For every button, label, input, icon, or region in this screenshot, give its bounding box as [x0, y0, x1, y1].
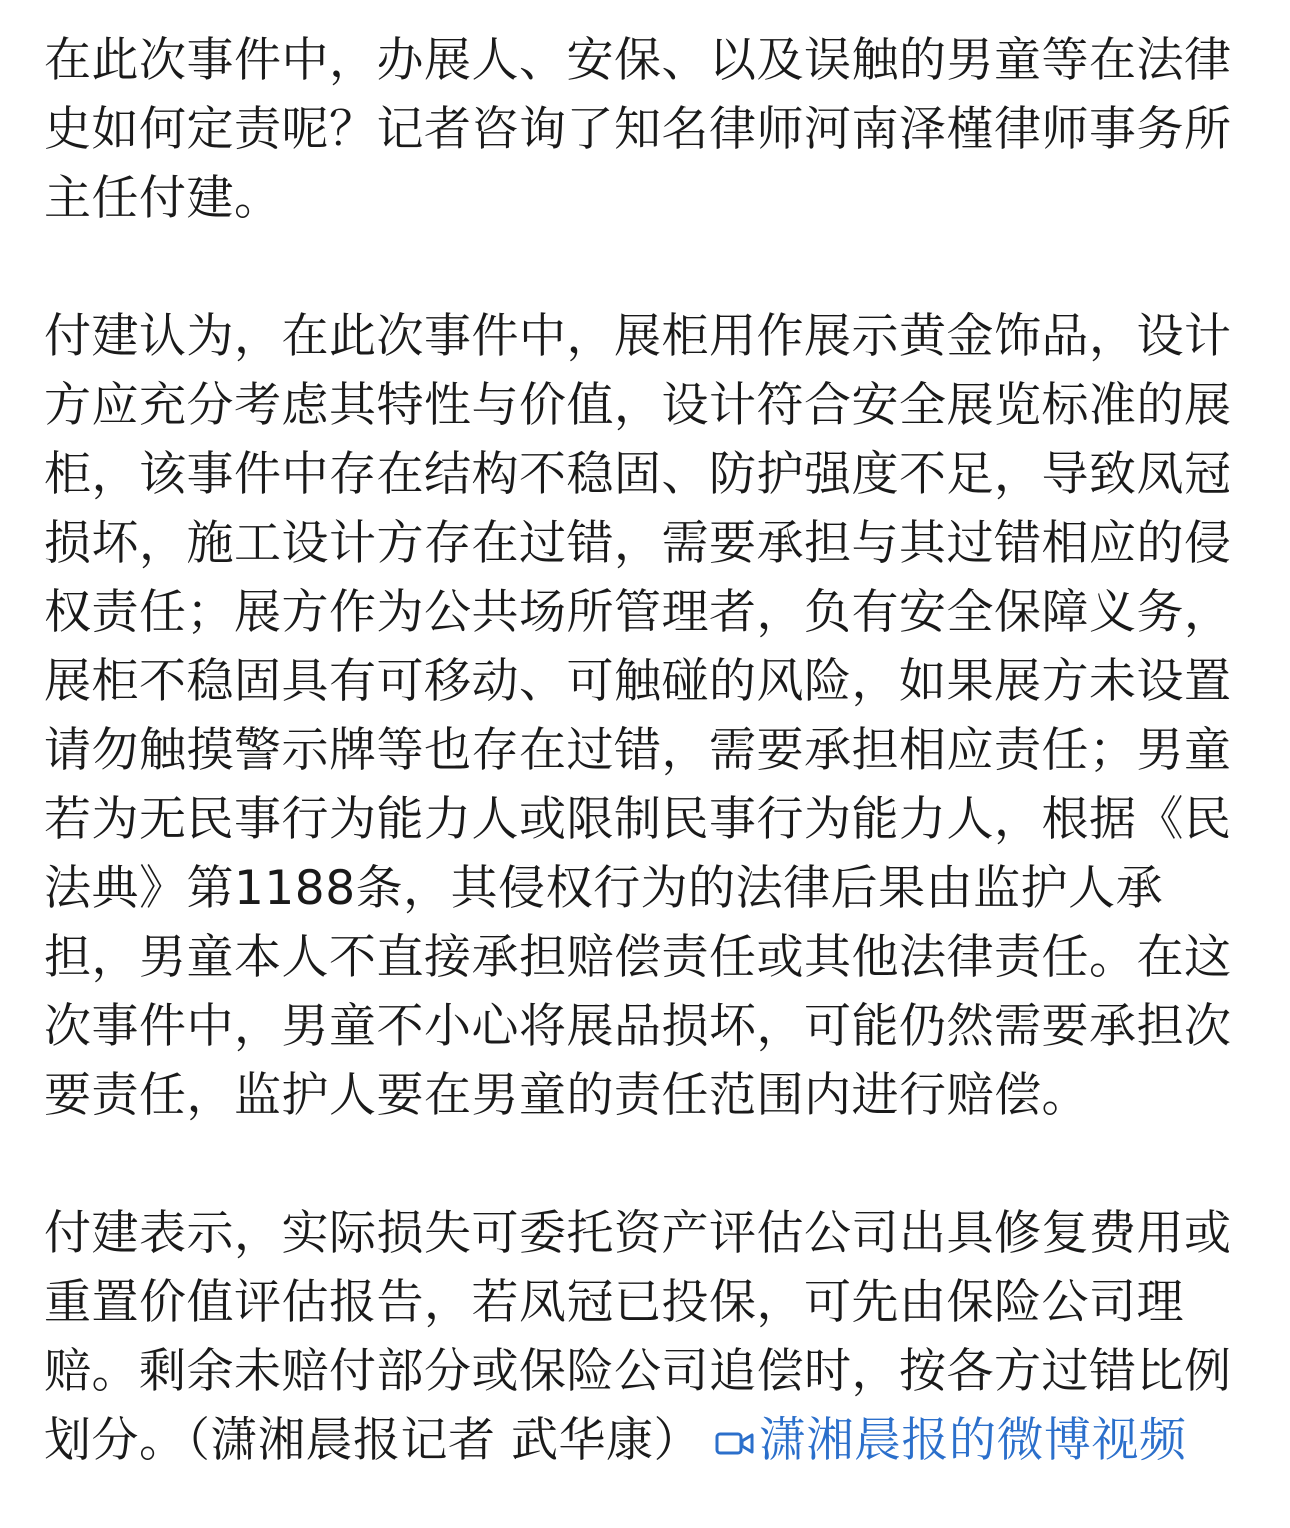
- paragraph-compensation: [44, 1199, 1246, 1475]
- paragraph-compensation-text: 付建表示，实际损失可委托资产评估公司出具修复费用或重置价值评估报告，若凤冠已投保，可先由保险公司理赔。剩余未赔付部分或保险公司追偿时，按各方过错比例划分。（潇湘晨报记者 武华康）: [44, 1206, 1232, 1468]
- weibo-video-link[interactable]: [701, 1413, 1187, 1468]
- paragraph-spacer: [44, 1130, 1246, 1199]
- video-camera-icon: [715, 1428, 755, 1458]
- paragraph-spacer: [44, 233, 1246, 302]
- weibo-video-link-label: 潇湘晨报的微博视频: [758, 1413, 1187, 1468]
- paragraph-liability-analysis: 付建认为，在此次事件中，展柜用作展示黄金饰品，设计方应充分考虑其特性与价值，设计符合安全展览标准的展柜，该事件中存在结构不稳固、防护强度不足，导致凤冠损坏，施工设计方存在过错，需要承担与其过错相应的侵权责任；展方作为公共场所管理者，负有安全保障义务，展柜不稳固具有可移动、可触碰的风险，如果展方未设置请勿触摸警示牌等也存在过错，需要承担相应责任；男童若为无民事行为能力人或限制民事行为能力人，根据《民法典》第1188条，其侵权行为的法律后果由监护人承担，男童本人不直接承担赔偿责任或其他法律责任。在这次事件中，男童不小心将展品损坏，可能仍然需要承担次要责任，监护人要在男童的责任范围内进行赔偿。: [44, 309, 1232, 1123]
- paragraph-intro: 在此次事件中，办展人、安保、以及误触的男童等在法律史如何定责呢？记者咨询了知名律师河南泽槿律师事务所主任付建。: [44, 33, 1232, 226]
